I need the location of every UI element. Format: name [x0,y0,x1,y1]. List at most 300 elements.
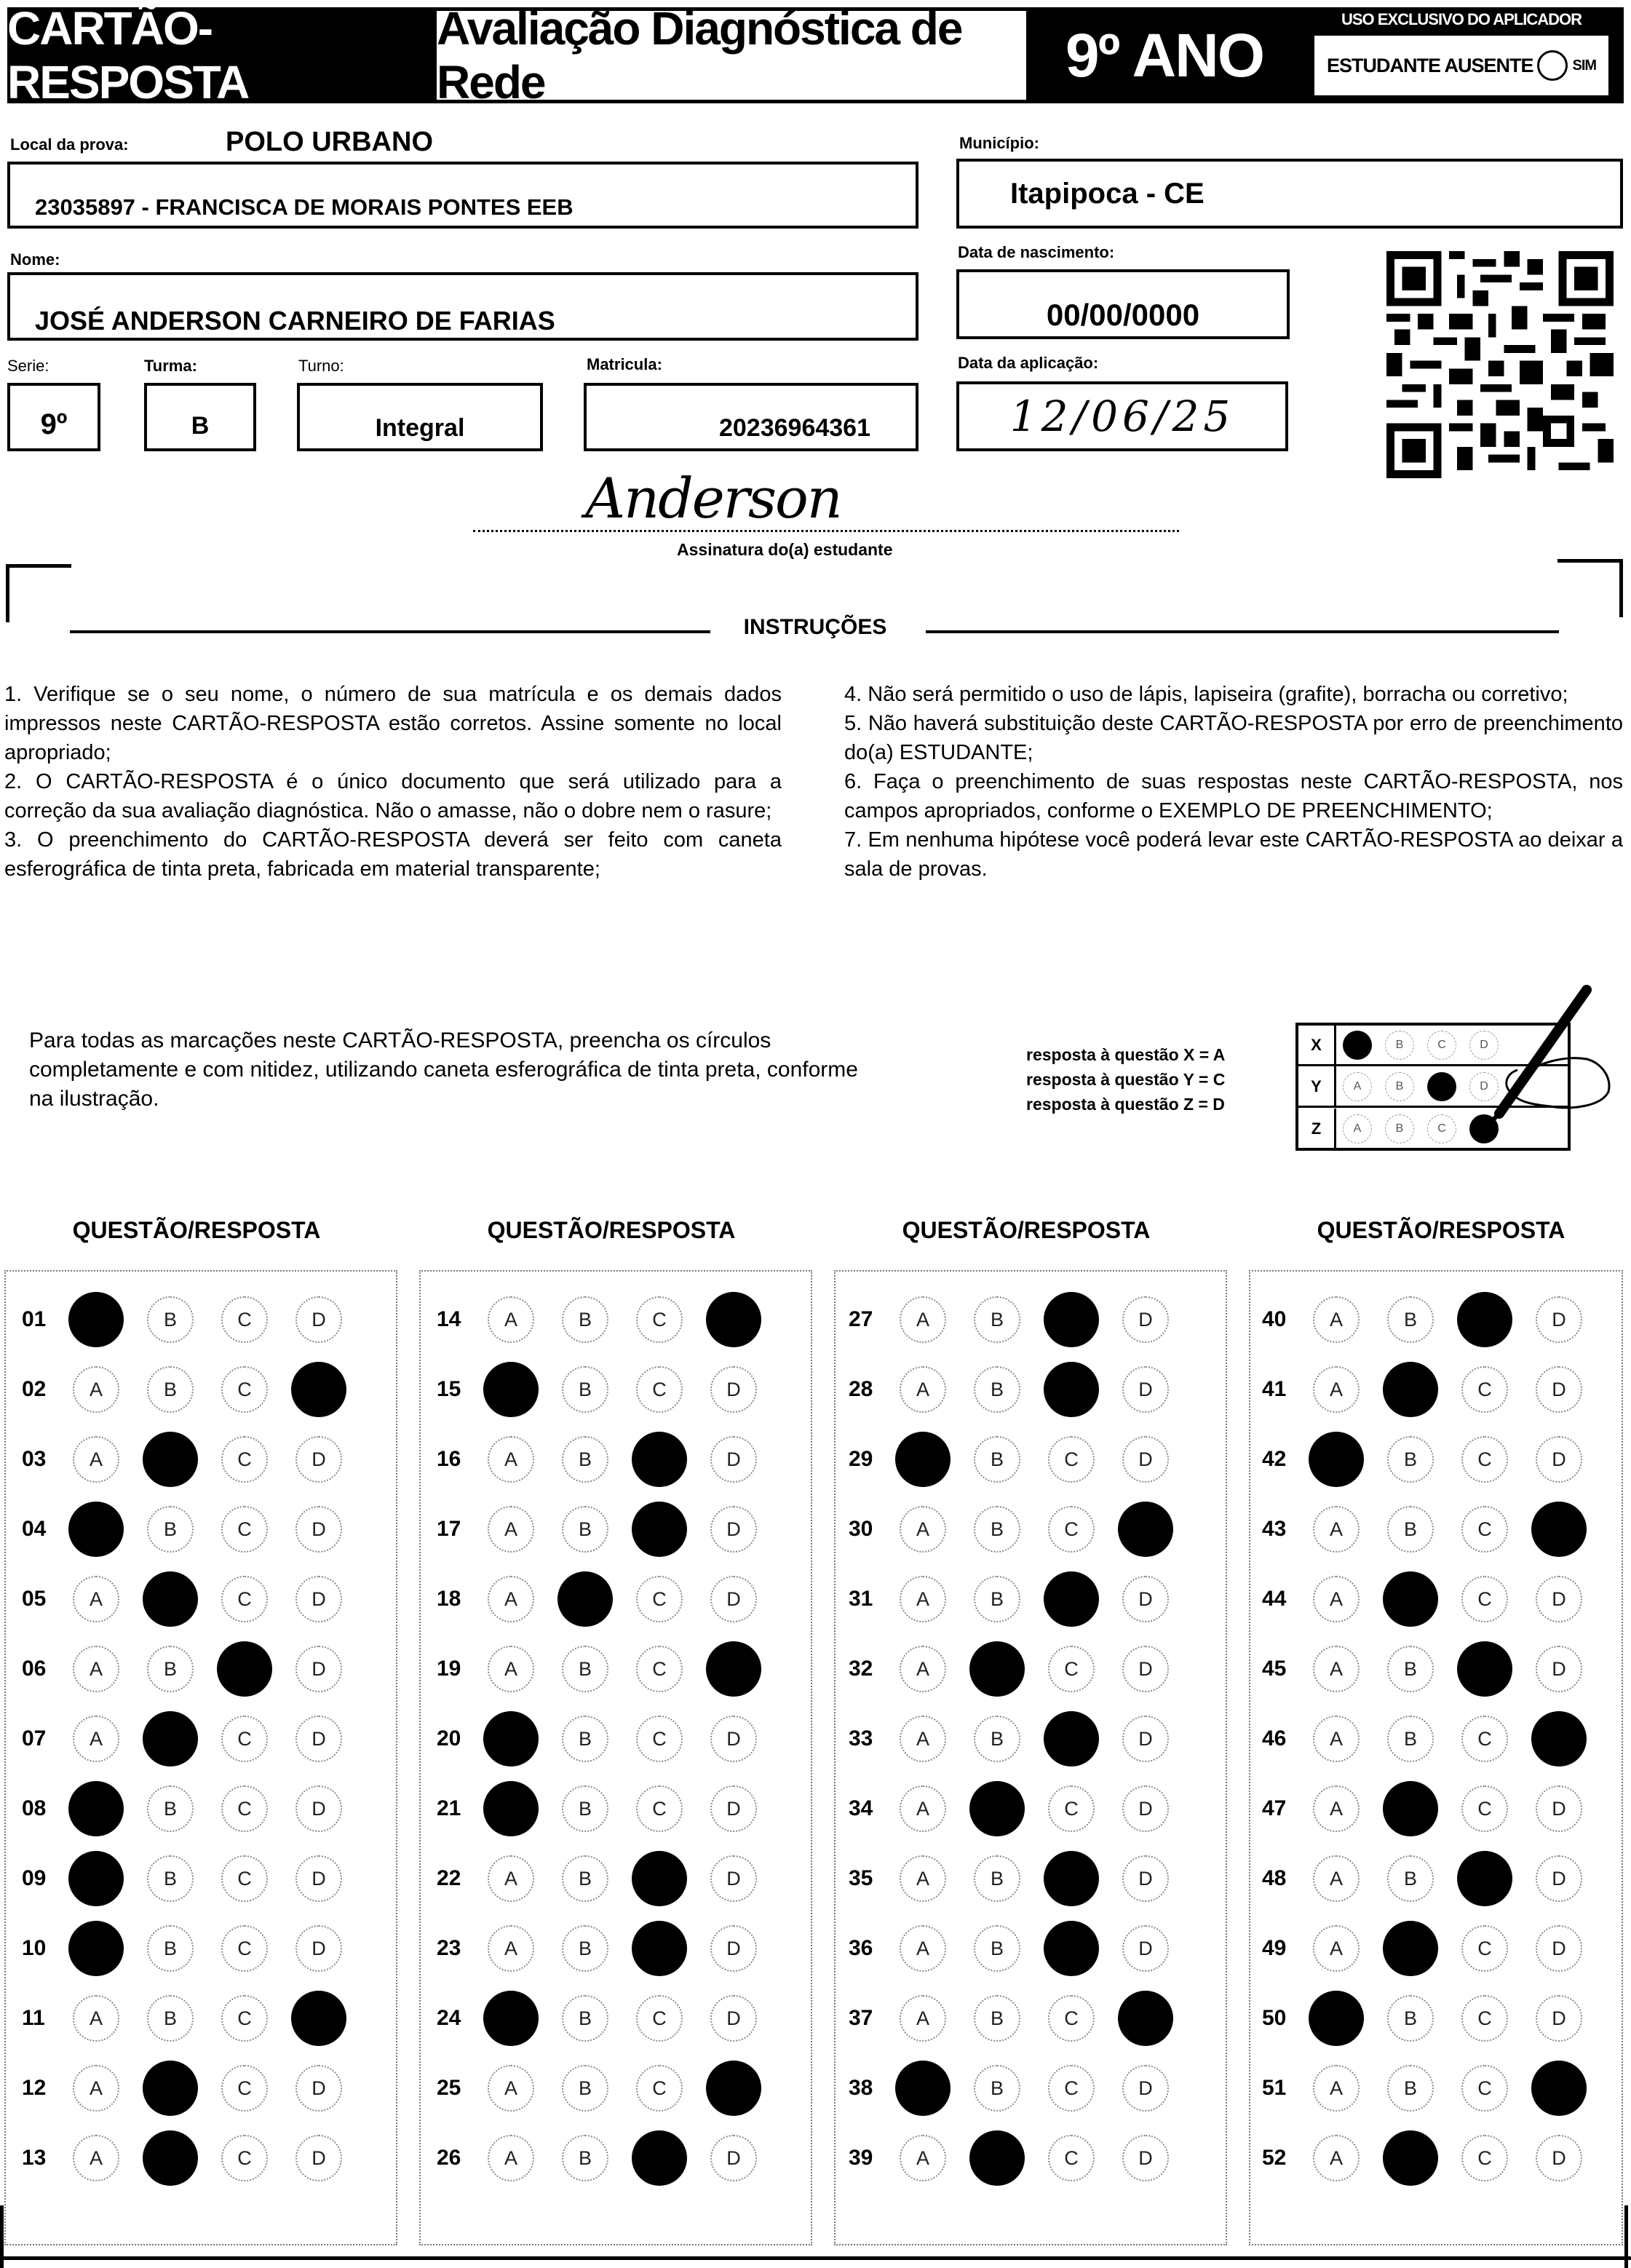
answer-row [437,1923,785,1974]
answer-bubble-c[interactable]: C [221,1716,268,1762]
question-number: 48 [1262,1866,1287,1890]
answer-bubble-a[interactable]: A [73,1646,119,1692]
answer-row [437,1853,785,1904]
answer-bubble-c[interactable]: C [636,2065,683,2112]
answer-bubble-c[interactable] [632,2130,687,2186]
local-zone: POLO URBANO [226,127,433,157]
answer-bubble-d[interactable]: D [710,1436,757,1483]
answer-bubble-b[interactable]: B [147,1296,194,1343]
answer-bubble-a[interactable] [68,1292,124,1347]
turma-box [144,383,256,451]
answer-bubble-b[interactable]: B [1387,1855,1434,1902]
answer-bubble-a[interactable] [1309,1432,1364,1487]
answer-bubble-a[interactable] [483,1991,539,2046]
answer-bubble-b[interactable] [143,1711,198,1767]
answer-bubble-d[interactable]: D [1536,1995,1582,2042]
answer-bubble-a[interactable]: A [1313,1855,1360,1902]
answer-bubble-b[interactable]: B [974,1296,1020,1343]
answer-bubble-c[interactable]: C [636,1716,683,1762]
question-number: 46 [1262,1726,1287,1750]
answer-bubble-a[interactable]: A [900,1716,946,1762]
answer-bubble-c[interactable] [217,1641,272,1697]
answer-bubble-c[interactable] [1044,1571,1099,1627]
answer-bubble-c[interactable] [632,1921,687,1976]
answer-bubble-c[interactable] [1457,1641,1512,1697]
answer-row [849,1434,1197,1485]
answer-bubble-c[interactable]: C [1461,1995,1508,2042]
answer-bubble-c[interactable] [1044,1292,1099,1347]
answer-bubble-d[interactable]: D [1536,2135,1582,2181]
answer-bubble-d[interactable]: D [710,1716,757,1762]
answer-bubble-d[interactable]: D [295,1716,342,1762]
answer-bubble-a[interactable]: A [488,1855,534,1902]
answer-bubble-c[interactable]: C [1461,1716,1508,1762]
answer-bubble-d[interactable]: D [295,1785,342,1832]
nascimento-value: 00/00/0000 [1046,298,1200,332]
absent-box [1312,33,1611,98]
answer-bubble-d[interactable]: D [295,1646,342,1692]
answer-bubble-a[interactable]: A [488,1925,534,1972]
answer-bubble-b[interactable]: B [562,1995,608,2042]
answer-bubble-b[interactable]: B [1387,1716,1434,1762]
answer-bubble-b[interactable] [143,1432,198,1487]
question-number: 10 [22,1936,47,1960]
answer-bubble-c[interactable]: C [221,1576,268,1622]
answer-bubble-b[interactable]: B [1387,1296,1434,1343]
answer-bubble-d[interactable]: D [1122,1576,1169,1622]
answer-bubble-d[interactable]: D [1536,1366,1582,1413]
answer-bubble-a[interactable]: A [900,1366,946,1413]
answer-bubble-d[interactable]: D [710,2135,757,2181]
signature-label: Assinatura do(a) estudante [677,540,893,559]
answer-bubble-a[interactable]: A [488,1646,534,1692]
answer-row [1262,2063,1610,2114]
answer-bubble-c[interactable]: C [221,1785,268,1832]
answer-bubble-c[interactable]: C [636,1576,683,1622]
answer-bubble-a[interactable] [1309,1991,1364,2046]
answer-bubble-a[interactable]: A [900,1855,946,1902]
answer-bubble-b[interactable] [1383,2130,1438,2186]
answer-bubble-a[interactable]: A [1313,1576,1360,1622]
answer-bubble-a[interactable]: A [900,1646,946,1692]
answer-bubble-b[interactable] [1383,1362,1438,1417]
question-number: 44 [1262,1587,1287,1611]
answer-bubble-d[interactable]: D [1122,1646,1169,1692]
answer-bubble-c[interactable] [1044,1711,1099,1767]
answer-bubble-b[interactable] [1383,1571,1438,1627]
answer-bubble-d[interactable] [706,1292,761,1347]
answer-bubble-b[interactable] [969,2130,1025,2186]
answer-bubble-b[interactable] [969,1641,1025,1697]
answer-bubble-b[interactable]: B [562,1716,608,1762]
column-title-2: QUESTÃO/RESPOSTA [487,1217,736,1243]
answer-bubble-d[interactable]: D [1122,1296,1169,1343]
answer-bubble-b[interactable]: B [974,1716,1020,1762]
answer-bubble-a[interactable]: A [488,1506,534,1553]
answer-row [22,1294,370,1345]
answer-bubble-b[interactable]: B [562,1296,608,1343]
answer-row [1262,1923,1610,1974]
instructions-title: INSTRUÇÕES [743,615,887,639]
answer-bubble-a[interactable]: A [1313,1506,1360,1553]
answer-bubble-b[interactable] [969,1781,1025,1836]
answer-bubble-c[interactable]: C [221,1855,268,1902]
answer-bubble-c[interactable] [1457,1292,1512,1347]
example-legend [1026,1042,1225,1117]
answer-bubble-b[interactable]: B [147,1506,194,1553]
answer-bubble-a[interactable]: A [900,1995,946,2042]
answer-bubble-c[interactable] [632,1502,687,1557]
answer-bubble-d[interactable]: D [295,2065,342,2112]
answer-bubble-c[interactable]: C [1048,2135,1095,2181]
answer-bubble-a[interactable]: A [488,1576,534,1622]
answer-bubble-c[interactable]: C [221,1995,268,2042]
answer-row [849,1713,1197,1764]
answer-bubble-b[interactable]: B [147,1366,194,1413]
signature: Anderson [585,466,841,531]
answer-bubble-b[interactable]: B [147,1785,194,1832]
question-number: 37 [849,2006,873,2030]
question-number: 34 [849,1796,873,1820]
answer-bubble-d[interactable]: D [1536,1296,1582,1343]
answer-bubble-c[interactable]: C [1461,1436,1508,1483]
answer-bubble-d[interactable]: D [295,1436,342,1483]
answer-bubble-d[interactable]: D [1122,2065,1169,2112]
bottom-border [0,2256,1631,2260]
answer-bubble-d[interactable]: D [1122,1366,1169,1413]
answer-bubble-a[interactable] [895,1432,951,1487]
answer-bubble-a[interactable]: A [73,1576,119,1622]
answer-bubble-d[interactable]: D [1536,1436,1582,1483]
question-number: 47 [1262,1796,1287,1820]
answer-bubble-b[interactable]: B [147,1995,194,2042]
answer-bubble-c[interactable]: C [1461,1506,1508,1553]
column-title-4: QUESTÃO/RESPOSTA [1317,1217,1565,1243]
answer-bubble-c[interactable]: C [1461,1366,1508,1413]
answer-bubble-c[interactable]: C [1048,1785,1095,1832]
question-number: 12 [22,2076,47,2100]
answer-bubble-a[interactable]: A [73,2065,119,2112]
answer-bubble-b[interactable] [1383,1921,1438,1976]
answer-bubble-b[interactable]: B [1387,1436,1434,1483]
question-number: 41 [1262,1377,1287,1401]
answer-bubble-b[interactable]: B [974,1855,1020,1902]
answer-bubble-c[interactable]: C [221,1296,268,1343]
answer-bubble-a[interactable] [483,1711,539,1767]
answer-bubble-c[interactable] [1457,1851,1512,1906]
answer-bubble-c[interactable]: C [221,1925,268,1972]
question-number: 38 [849,2076,873,2100]
answer-bubble-a[interactable]: A [1313,1925,1360,1972]
answer-bubble-d[interactable]: D [710,1576,757,1622]
answer-bubble-a[interactable] [483,1362,539,1417]
turma-label: Turma: [144,357,197,375]
answer-bubble-c[interactable]: C [221,2135,268,2181]
instructions-right [844,680,1623,884]
example-question-key: Z [1298,1109,1336,1149]
answer-bubble-a[interactable]: A [900,1576,946,1622]
answer-bubble-c[interactable]: C [221,2065,268,2112]
answer-bubble-b[interactable]: B [562,1436,608,1483]
instructions-left [4,680,782,884]
answer-bubble-c[interactable]: C [636,1296,683,1343]
answer-bubble-d[interactable]: D [710,1855,757,1902]
answer-bubble-b[interactable] [557,1571,613,1627]
column-title-3: QUESTÃO/RESPOSTA [902,1217,1151,1243]
absent-checkbox[interactable] [1537,50,1568,81]
answer-row [22,2063,370,2114]
answer-bubble-c[interactable]: C [1048,1436,1095,1483]
municipio-box [956,159,1623,229]
answer-bubble-b[interactable]: B [562,1646,608,1692]
question-number: 06 [22,1657,47,1681]
question-number: 32 [849,1657,873,1681]
answer-bubble-c[interactable] [1044,1921,1099,1976]
answer-bubble-c[interactable]: C [1461,1785,1508,1832]
answer-bubble-d[interactable]: D [295,1296,342,1343]
answer-bubble-c[interactable] [632,1432,687,1487]
answer-row [22,1643,370,1694]
turma-value: B [191,411,210,440]
aplicacao-box [956,381,1288,451]
answer-bubble-c[interactable]: C [1048,1506,1095,1553]
answer-bubble-d[interactable]: D [1536,1576,1582,1622]
bottom-corner-left [0,2205,4,2268]
answer-bubble-c[interactable]: C [1461,1576,1508,1622]
answer-bubble-d[interactable]: D [1122,1436,1169,1483]
answer-bubble-d[interactable]: D [1122,1785,1169,1832]
card-title: CARTÃO-RESPOSTA [7,7,433,103]
answer-row [849,1783,1197,1834]
answer-bubble-b[interactable]: B [1387,2065,1434,2112]
question-number: 39 [849,2146,873,2170]
answer-bubble-b[interactable]: B [562,1925,608,1972]
question-number: 36 [849,1936,873,1960]
instruction-item: 7. Em nenhuma hipótese você poderá levar este CARTÃO-RESPOSTA ao deixar a sala de provas. [844,828,1623,881]
answer-bubble-c[interactable]: C [1048,1646,1095,1692]
answer-bubble-d[interactable]: D [1122,1716,1169,1762]
answer-bubble-c[interactable]: C [636,1366,683,1413]
answer-bubble-a[interactable]: A [488,1296,534,1343]
municipio-value: Itapipoca - CE [1010,177,1205,210]
answer-bubble-d[interactable]: D [710,1366,757,1413]
answer-bubble-c[interactable] [632,1851,687,1906]
question-number: 43 [1262,1517,1287,1541]
answer-bubble-a[interactable]: A [900,1506,946,1553]
answer-row [437,1574,785,1625]
answer-bubble-c[interactable]: C [636,1785,683,1832]
answer-bubble-c[interactable]: C [1048,2065,1095,2112]
answer-bubble-a[interactable] [483,1781,539,1836]
answer-bubble-d[interactable] [291,1362,346,1417]
answer-bubble-a[interactable]: A [1313,2135,1360,2181]
answer-bubble-a[interactable]: A [900,1296,946,1343]
answer-bubble-b[interactable]: B [147,1855,194,1902]
answer-bubble-a[interactable]: A [1313,2065,1360,2112]
nascimento-box [956,269,1290,339]
answer-bubble-a[interactable]: A [1313,1296,1360,1343]
answer-row [1262,1993,1610,2044]
answer-bubble-c[interactable]: C [1461,2135,1508,2181]
answer-bubble-a[interactable]: A [73,1995,119,2042]
answer-bubble-d[interactable]: D [1122,2135,1169,2181]
answer-row [437,1504,785,1555]
answer-row [437,1643,785,1694]
answer-bubble-d[interactable]: D [710,1925,757,1972]
answer-bubble-b[interactable] [143,1571,198,1627]
answer-bubble-c[interactable]: C [1461,1925,1508,1972]
answer-bubble-d[interactable]: D [1122,1925,1169,1972]
answer-bubble-a[interactable]: A [1313,1785,1360,1832]
question-number: 31 [849,1587,873,1611]
marking-note: Para todas as marcações neste CARTÃO-RESPOSTA, preencha os círculos completamente e com nitidez, utilizando caneta esferográfica de tinta preta, conforme na ilustração. [29,1028,858,1111]
answer-bubble-d[interactable]: D [295,1925,342,1972]
answer-bubble-d[interactable]: D [295,1576,342,1622]
instruction-item: 5. Não haverá substituição deste CARTÃO-RESPOSTA por erro de preenchimento do(a) ESTUDANTE; [844,712,1623,764]
answer-bubble-b[interactable]: B [1387,1995,1434,2042]
answer-bubble-b[interactable]: B [974,2065,1020,2112]
answer-bubble-b[interactable]: B [562,2065,608,2112]
answer-bubble-d[interactable]: D [295,2135,342,2181]
answer-bubble-d[interactable]: D [710,1506,757,1553]
exam-title: Avaliação Diagnóstica de Rede [433,7,1030,103]
answer-bubble-a[interactable]: A [900,1925,946,1972]
answer-bubble-c[interactable]: C [1461,2065,1508,2112]
question-number: 19 [437,1657,461,1681]
answer-row [1262,1364,1610,1415]
answer-bubble-b[interactable]: B [974,1506,1020,1553]
answer-bubble-c[interactable]: C [1048,1995,1095,2042]
answer-bubble-d[interactable] [706,2061,761,2116]
example-bubble-b: B [1385,1031,1414,1060]
answer-bubble-d[interactable]: D [1536,1855,1582,1902]
answer-bubble-b[interactable]: B [147,1925,194,1972]
answer-row [437,1294,785,1345]
answer-bubble-b[interactable]: B [562,2135,608,2181]
answer-bubble-b[interactable]: B [562,1506,608,1553]
answer-bubble-a[interactable]: A [488,1436,534,1483]
answer-bubble-a[interactable] [68,1851,124,1906]
answer-bubble-d[interactable]: D [295,1855,342,1902]
answer-bubble-b[interactable]: B [974,1366,1020,1413]
answer-bubble-d[interactable] [1118,1502,1173,1557]
question-number: 13 [22,2146,47,2170]
answer-row [437,2133,785,2184]
answer-bubble-b[interactable]: B [562,1366,608,1413]
answer-bubble-c[interactable]: C [636,1646,683,1692]
answer-bubble-c[interactable]: C [636,1995,683,2042]
answer-bubble-a[interactable] [68,1781,124,1836]
answer-bubble-a[interactable]: A [73,1436,119,1483]
question-number: 26 [437,2146,461,2170]
answer-bubble-b[interactable] [143,2130,198,2186]
answer-row [437,1434,785,1485]
answer-bubble-b[interactable]: B [974,1576,1020,1622]
example-bubble-c: C [1427,1031,1456,1060]
answer-bubble-a[interactable]: A [1313,1646,1360,1692]
answer-row [437,1783,785,1834]
answer-bubble-a[interactable] [68,1502,124,1557]
answer-bubble-b[interactable]: B [562,1785,608,1832]
question-number: 24 [437,2006,461,2030]
answer-bubble-d[interactable] [1531,1502,1587,1557]
answer-bubble-c[interactable]: C [221,1436,268,1483]
answer-bubble-b[interactable]: B [1387,1646,1434,1692]
question-number: 51 [1262,2076,1287,2100]
school-name: 23035897 - FRANCISCA DE MORAIS PONTES EEB [35,194,574,220]
answer-bubble-b[interactable]: B [1387,1506,1434,1553]
answer-bubble-d[interactable] [1531,2061,1587,2116]
answer-bubble-b[interactable]: B [974,1995,1020,2042]
answer-bubble-c[interactable]: C [221,1366,268,1413]
answer-row [849,2133,1197,2184]
example-bubble-b: B [1385,1072,1414,1101]
answer-bubble-a[interactable]: A [488,2065,534,2112]
answer-row [22,1713,370,1764]
question-number: 27 [849,1307,873,1331]
example-bubble-a [1343,1031,1372,1060]
aplicacao-value: 12/06/25 [1009,392,1235,441]
question-number: 02 [22,1377,47,1401]
answer-bubble-c[interactable]: C [221,1506,268,1553]
answer-row [22,1574,370,1625]
answer-bubble-d[interactable]: D [1122,1855,1169,1902]
answer-bubble-d[interactable] [291,1991,346,2046]
answer-row [849,2063,1197,2114]
answer-bubble-a[interactable]: A [1313,1716,1360,1762]
answer-bubble-b[interactable] [1383,1781,1438,1836]
serie-box [7,383,100,451]
answer-bubble-d[interactable] [1531,1711,1587,1767]
answer-bubble-b[interactable]: B [147,1646,194,1692]
answer-bubble-c[interactable] [1044,1362,1099,1417]
answer-bubble-c[interactable] [1044,1851,1099,1906]
answer-bubble-a[interactable] [895,2061,951,2116]
answer-bubble-d[interactable]: D [710,1995,757,2042]
answer-bubble-b[interactable]: B [562,1855,608,1902]
question-number: 18 [437,1587,461,1611]
answer-bubble-b[interactable]: B [974,1436,1020,1483]
answer-bubble-a[interactable]: A [73,1366,119,1413]
answer-bubble-b[interactable] [143,2061,198,2116]
answer-bubble-a[interactable]: A [73,2135,119,2181]
question-number: 07 [22,1726,47,1750]
question-number: 25 [437,2076,461,2100]
answer-bubble-b[interactable]: B [974,1925,1020,1972]
answer-bubble-a[interactable]: A [900,2135,946,2181]
answer-bubble-a[interactable]: A [73,1716,119,1762]
answer-bubble-d[interactable]: D [710,1785,757,1832]
answer-bubble-a[interactable]: A [488,2135,534,2181]
example-question-key: X [1298,1025,1336,1066]
answer-bubble-d[interactable]: D [295,1506,342,1553]
serie-label: Serie: [7,357,49,375]
grade-badge: 9º ANO [1030,7,1299,103]
answer-row [22,1504,370,1555]
answer-bubble-d[interactable] [1118,1991,1173,2046]
answer-bubble-d[interactable]: D [1536,1785,1582,1832]
answer-bubble-a[interactable] [68,1921,124,1976]
answer-bubble-a[interactable]: A [1313,1366,1360,1413]
aplicacao-label: Data da aplicação: [958,354,1099,372]
answer-bubble-d[interactable]: D [1536,1646,1582,1692]
nascimento-label: Data de nascimento: [958,243,1115,261]
answer-bubble-d[interactable] [706,1641,761,1697]
answer-bubble-d[interactable]: D [1536,1925,1582,1972]
matricula-value: 20236964361 [718,413,870,442]
column-title-1: QUESTÃO/RESPOSTA [72,1217,321,1243]
answer-bubble-a[interactable]: A [900,1785,946,1832]
